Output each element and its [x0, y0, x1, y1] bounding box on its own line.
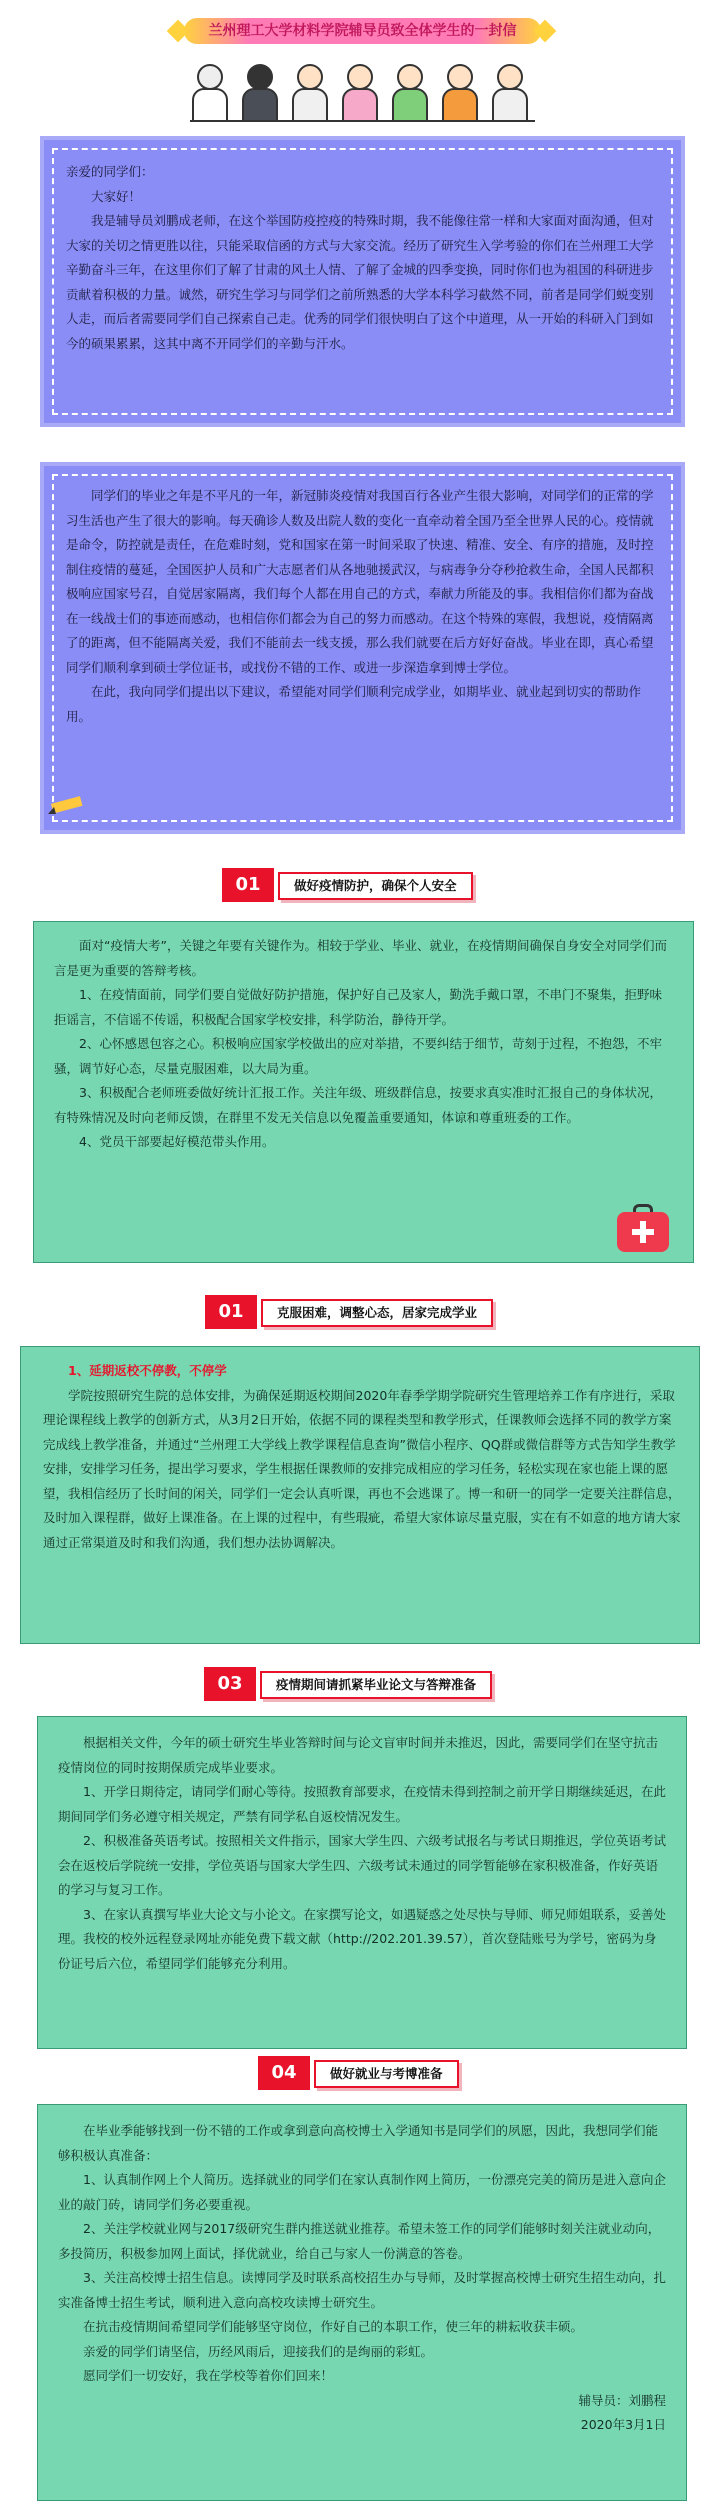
section-number: 03: [204, 1667, 256, 1701]
section-paragraph: 4、党员干部要起好模范带头作用。: [79, 1134, 275, 1149]
section-paragraph: 3、在家认真撰写毕业大论文与小论文。在家撰写论文，如遇疑惑之处尽快与导师、师兄师姐联系，妥善处理。我校的校外远程登录网址亦能免费下载文献（http://202.201.39.57），首次登陆账号为学号，密码为身份证号后六位，希望同学们能够充分利用。: [58, 1906, 666, 1971]
section-4-box: [37, 2104, 687, 2501]
doctor-figure: [440, 64, 480, 122]
section-title: 做好疫情防护，确保个人安全: [278, 872, 473, 900]
section-paragraph: 1、开学日期待定，请同学们耐心等待。按照教育部要求，在疫情未得到控制之前开学日期继续延迟，在此期间同学们务必遵守相关规定，严禁有同学私自返校情况发生。: [58, 1784, 666, 1824]
section-title: 克服困难，调整心态，居家完成学业: [261, 1299, 493, 1327]
section-paragraph: 根据相关文件，今年的硕士研究生毕业答辩时间与论文盲审时间并未推迟，因此，需要同学们在坚守抗击疫情岗位的同时按期保质完成毕业要求。: [58, 1735, 659, 1775]
doctor-figure: [240, 64, 280, 122]
section-subhead: 1、延期返校不停教，不停学: [68, 1363, 227, 1378]
section-paragraph: 3、积极配合老师班委做好统计汇报工作。关注年级、班级群信息，按要求真实准时汇报自己的身体状况，有特殊情况及时向老师反馈，在群里不发无关信息以免覆盖重要通知，体谅和尊重班委的工作。: [54, 1085, 662, 1125]
doctor-figure: [190, 64, 230, 122]
section-paragraph: 3、关注高校博士招生信息。读博同学及时联系高校招生办与导师，及时掌握高校博士研究生招生动向，扎实准备博士招生考试，顺利进入意向高校攻读博士研究生。: [58, 2270, 666, 2310]
title-banner: [170, 14, 555, 48]
section-title: 做好就业与考博准备: [314, 2060, 459, 2088]
letter-intro-box: [44, 140, 681, 423]
section-paragraph: 在毕业季能够找到一份不错的工作或拿到意向高校博士入学通知书是同学们的夙愿，因此，我想同学们能够积极认真准备：: [58, 2123, 659, 2163]
advice-intro: 在此，我向同学们提出以下建议，希望能对同学们顺利完成学业，如期毕业、就业起到切实的帮助作用。: [66, 684, 642, 724]
page-title: 兰州理工大学材料学院辅导员致全体学生的一封信: [208, 23, 517, 39]
letter-context-box: [44, 466, 681, 830]
section-paragraph: 面对“疫情大考”，关键之年要有关键作为。相较于学业、毕业、就业，在疫情期间确保自身安全对同学们而言是更为重要的答辩考核。: [54, 938, 667, 978]
context-paragraph: 同学们的毕业之年是不平凡的一年，新冠肺炎疫情对我国百行各业产生很大影响，对同学们的正常的学习生活也产生了很大的影响。每天确诊人数及出院人数的变化一直牵动着全国乃至全世界人民的心。疫情就是命令，防控就是责任，在危难时刻，党和国家在第一时间采取了快速、精准、安全、有序的措施，及时控制住疫情的蔓延，全国医护人员和广大志愿者们从各地驰援武汉，与病毒争分夺秒抢救生命，全国人民都积极响应国家号召，自觉居家隔离，我们每个人都在用自己的方式，奉献力所能及的事。我相信你们都为奋战在一线战士们的事迹而感动，也相信你们都会为自己的努力而感动。在这个特殊的寒假，我想说，疫情隔离了的距离，但不能隔离关爱，我们不能前去一线支援，那么我们就要在后方好好奋战。毕业在即，真心希望同学们顺利拿到硕士学位证书，或找份不错的工作、或进一步深造拿到博士学位。: [66, 488, 654, 675]
doctor-figure: [340, 64, 380, 122]
section-paragraph: 亲爱的同学们请坚信，历经风雨后，迎接我们的是绚丽的彩虹。: [83, 2343, 434, 2359]
ground-line: [190, 120, 535, 122]
hello: 大家好！: [91, 188, 142, 204]
section-paragraph: 1、认真制作网上个人简历。选择就业的同学们在家认真制作网上简历，一份漂亮完美的简历是进入意向企业的敲门砖，请同学们务必要重视。: [58, 2172, 666, 2212]
intro-paragraph: 我是辅导员刘鹏成老师，在这个举国防疫控疫的特殊时期，我不能像往常一样和大家面对面沟通，但对大家的关切之情更胜以往，只能采取信函的方式与大家交流。经历了研究生入学考验的你们在兰州理工大学辛勤奋斗三年，在这里你们了解了甘肃的风土人情、了解了金城的四季变换，同时你们也为祖国的科研进步贡献着积极的力量。诚然，研究生学习与同学们之前所熟悉的大学本科学习截然不同，前者是同学们蜕变别人走，而后者需要同学们自己探索自己走。优秀的同学们很快明白了这个中道理，从一开始的科研入门到如今的硕果累累，这其中离不开同学们的辛勤与汗水。: [66, 213, 654, 351]
letter-context-text: [66, 484, 659, 729]
section-2-text: [43, 1359, 681, 1555]
medical-kit-icon: [617, 1212, 669, 1252]
section-3-text: [58, 1731, 666, 1976]
signature-date: 2020年3月1日: [580, 2417, 666, 2432]
greeting: 亲爱的同学们：: [66, 164, 154, 179]
section-1-text: [54, 934, 673, 1155]
section-paragraph: 2、积极准备英语考试。按照相关文件指示，国家大学生四、六级考试报名与考试日期推迟，学位英语考试会在返校后学院统一安排，学位英语与国家大学生四、六级考试未通过的同学暂能够在家积极准备，作好英语的学习与复习工作。: [58, 1833, 666, 1897]
section-number: 01: [205, 1295, 257, 1329]
signature-name: 辅导员：刘鹏程: [578, 2392, 666, 2408]
section-1-head: [222, 868, 502, 902]
section-paragraph: 在抗击疫情期间希望同学们能够坚守岗位，作好自己的本职工作，使三年的耕耘收获丰硕。: [83, 2319, 584, 2334]
letter-intro-text: [66, 160, 659, 356]
doctor-figure: [490, 64, 530, 122]
doctor-figure: [290, 64, 330, 122]
section-3-head: [204, 1667, 524, 1701]
pencil-icon: [46, 792, 86, 820]
section-1-box: [33, 921, 694, 1263]
section-2-head: [205, 1295, 525, 1329]
section-title: 疫情期间请抓紧毕业论文与答辩准备: [260, 1671, 492, 1699]
section-4-text: [58, 2119, 666, 2438]
doctor-figure: [390, 64, 430, 122]
section-paragraph: 2、心怀感恩包容之心。积极响应国家学校做出的应对举措，不要纠结于细节，苛刻于过程，不抱怨，不牢骚，调节好心态，尽量克服困难，以大局为重。: [54, 1036, 662, 1076]
section-3-box: [37, 1716, 687, 2049]
section-paragraph: 2、关注学校就业网与2017级研究生群内推送就业推荐。希望未签工作的同学们能够时刻关注就业动向，多投简历，积极参加网上面试，择优就业，给自己与家人一份满意的答卷。: [58, 2221, 661, 2261]
section-number: 04: [258, 2056, 310, 2090]
section-paragraph: 学院按照研究生院的总体安排，为确保延期返校期间2020年春季学期学院研究生管理培养工作有序进行，采取理论课程线上教学的创新方式，从3月2日开始，依据不同的课程类型和教学形式，任课教师会选择不同的教学方案完成线上教学准备，并通过“兰州理工大学线上教学课程信息查询”微信小程序、QQ群或微信群等方式告知学生教学安排，安排学习任务，提出学习要求，学生根据任课教师的安排完成相应的学习任务，轻松实现在家也能上课的愿望，我相信经历了长时间的闲关，同学们一定会认真听课，再也不会逃课了。博一和研一的同学一定要关注群信息，及时加入课程群，做好上课准备。在上课的过程中，有些瑕疵，希望大家体谅尽量克服，实在有不如意的地方请大家通过正常渠道及时和我们沟通，我们想办法协调解决。: [43, 1387, 681, 1550]
section-2-box: [20, 1346, 700, 1644]
section-paragraph: 愿同学们一切安好，我在学校等着你们回来！: [83, 2368, 334, 2383]
section-number: 01: [222, 868, 274, 902]
doctors-illustration: [190, 56, 535, 122]
section-paragraph: 1、在疫情面前，同学们要自觉做好防护措施，保护好自己及家人，勤洗手戴口罩，不串门不聚集，拒野味拒谣言，不信谣不传谣，积极配合国家学校安排，科学防治，静待开学。: [54, 987, 662, 1027]
section-4-head: [258, 2056, 478, 2090]
